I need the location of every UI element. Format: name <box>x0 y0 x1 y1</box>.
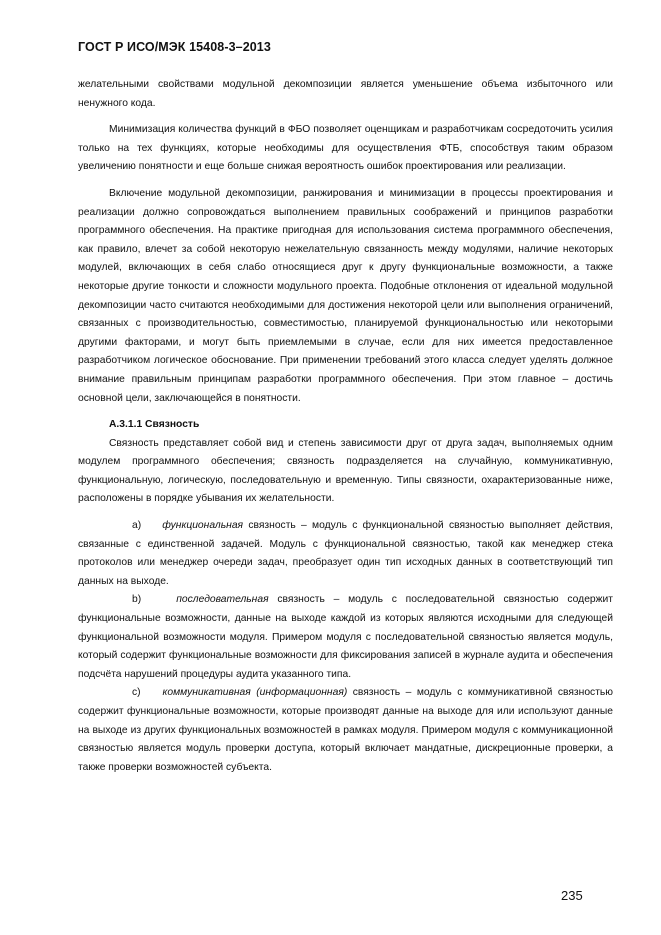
paragraph-inclusion: Включение модульной декомпозиции, ранжирования и минимизации в процессы проектирования и реализации должно сопровождаться выполнением правильных соображений и принципов разработки программного обеспечения. На практике пригодная для использования система программного обеспечения, как правило, влечет за собой некоторую нежелательную связанность между модулями, наличие некоторых модулей, включающих в себя слабо относящиеся друг к другу функциональные возможности, а также некоторые другие тонкости и сложности модульного проекта. Подобные отклонения от идеальной модульной декомпозиции часто считаются необходимыми для достижения некоторой цели или выполнения ограничений, связанных с производительностью, совместимостью, планируемой функциональностью или некоторыми другими факторами, и могут быть приемлемыми в случае, если для них имеется предоставленное разработчиком логическое обоснование. При применении требований этого класса следует уделять должное внимание правильным принципам разработки программного обеспечения. При этом главное – достичь основной цели, заключающейся в понятности. <box>78 187 613 404</box>
list-marker: а) <box>132 520 142 532</box>
document-body <box>78 76 613 777</box>
paragraph-continuation: желательными свойствами модульной декомпозиции является уменьшение объема избыточного или ненужного кода. <box>78 79 613 109</box>
term: функциональная <box>162 520 244 532</box>
term: коммуникативная (информационная) <box>162 687 348 699</box>
paragraph-minimization: Минимизация количества функций в ФБО позволяет оценщикам и разработчикам сосредоточить усилия только на тех функциях, которые необходимы для осуществления ФТБ, способствуя таким образом увеличению понятности и еще больше снижая вероятность ошибок проектирования или реализации. <box>78 124 613 173</box>
page-number: 235 <box>561 888 583 903</box>
list-item-text: связность – модуль с коммуникативной связностью содержит функциональные возможности, которые производят данные на выходе для или используют данные на выходе из других функциональных возможностей в рамках модуля. Примером модуля с коммуникационной связностью является модуль проверки доступа, который включает мандатные, дискреционные проверки, а также проверки возможностей субъекта. <box>78 687 613 773</box>
list-item-communicative <box>78 684 613 777</box>
term: последовательная <box>176 594 269 606</box>
subsection-heading: А.3.1.1 Связность <box>109 419 200 431</box>
list-item-sequential <box>78 591 613 684</box>
list-marker: c) <box>132 687 141 699</box>
list-item-functional <box>78 517 613 591</box>
list-item-text: связность – модуль с функциональной связностью выполняет действия, связанные с единственной задачей. Модуль с функциональной связностью, такой как менеджер стека протоколов или менеджер очереди задач, преобразует один тип исходных данных в соответствующий тип данных на выходе. <box>78 520 613 587</box>
document-header: ГОСТ Р ИСО/МЭК 15408-3–2013 <box>78 40 271 54</box>
list-marker: b) <box>132 594 142 606</box>
list-item-text: связность – модуль с последовательной связностью содержит функциональные возможности, данные на выходе каждой из которых являются исходными для следующей функциональной возможности модуля. Примером модуля с последовательной связностью является модуль, который содержит функциональные возможности для фиксирования записей в журнале аудита и обеспечения подсчёта нарушений процедуры аудита указанного типа. <box>78 594 614 680</box>
subsection-intro: Связность представляет собой вид и степень зависимости друг от друга задач, выполняемых одним модулем программного обеспечения; связность подразделяется на случайную, коммуникативную, функциональную, логическую, последовательную и временную. Типы связности, охарактеризованные ниже, расположены в порядке убывания их желательности. <box>78 437 613 505</box>
